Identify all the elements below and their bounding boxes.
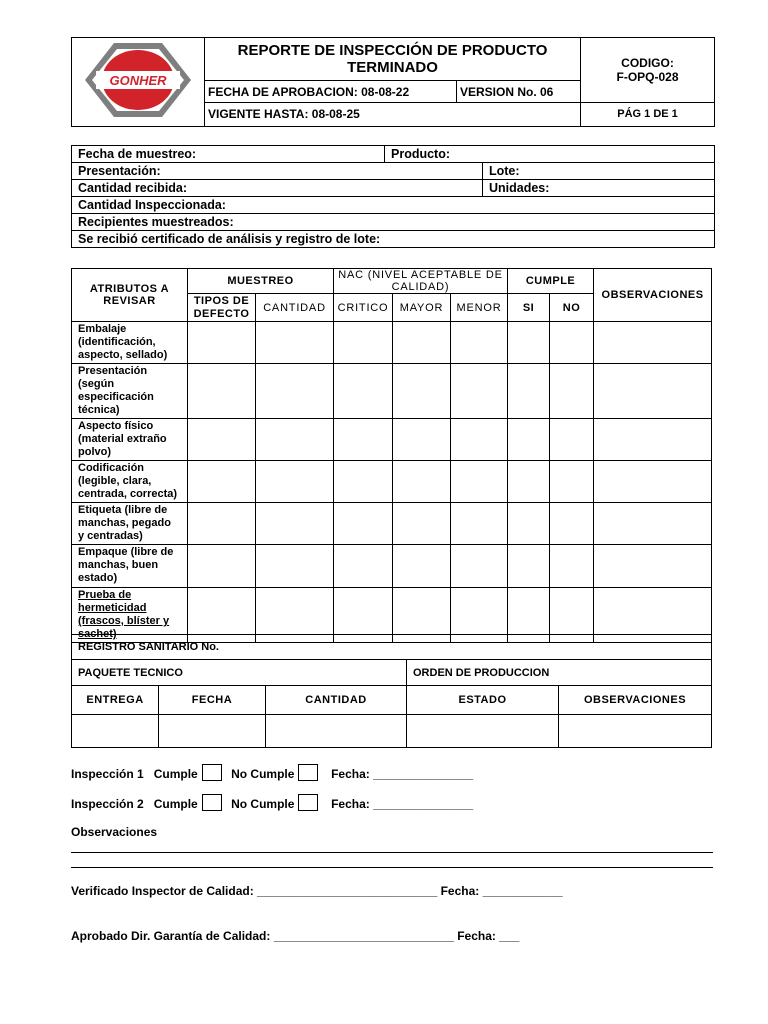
col-fecha: FECHA [159, 686, 266, 715]
attribute-input-cell[interactable] [256, 364, 334, 419]
logo-cell [72, 38, 205, 127]
observaciones-line-2[interactable] [71, 867, 713, 868]
inspeccion-2-cumple-checkbox[interactable] [202, 794, 222, 811]
attribute-label: Prueba de hermeticidad (frascos, blíster y sachet) [72, 588, 188, 643]
attribute-input-cell[interactable] [334, 503, 393, 545]
presentacion-field[interactable]: Presentación: [72, 163, 483, 180]
attribute-row [72, 545, 712, 588]
col-observaciones: OBSERVACIONES [594, 269, 712, 322]
observaciones-cell[interactable] [559, 715, 712, 748]
attribute-input-cell[interactable] [451, 545, 508, 588]
attribute-input-cell[interactable] [334, 461, 393, 503]
registro-sanitario-field[interactable]: REGISTRO SANITARIO No. [72, 635, 712, 660]
attribute-row [72, 503, 712, 545]
attribute-input-cell[interactable] [256, 461, 334, 503]
attribute-input-cell[interactable] [188, 419, 256, 461]
attribute-row [72, 364, 712, 419]
sample-info-table [71, 145, 715, 248]
fecha-muestreo-field[interactable]: Fecha de muestreo: [72, 146, 385, 163]
attribute-input-cell[interactable] [393, 461, 451, 503]
gonher-logo [82, 40, 194, 120]
attribute-input-cell[interactable] [188, 322, 256, 364]
attribute-label: Presentación (según especificación técnica) [72, 364, 188, 419]
attribute-input-cell[interactable] [393, 322, 451, 364]
col-observaciones-bottom: OBSERVACIONES [559, 686, 712, 715]
unidades-field[interactable]: Unidades: [483, 180, 715, 197]
attribute-input-cell[interactable] [393, 419, 451, 461]
col-muestreo: MUESTREO [188, 269, 334, 294]
col-entrega: ENTREGA [72, 686, 159, 715]
attribute-input-cell[interactable] [256, 503, 334, 545]
attribute-input-cell[interactable] [393, 503, 451, 545]
attribute-input-cell[interactable] [256, 419, 334, 461]
attribute-input-cell[interactable] [334, 419, 393, 461]
attribute-input-cell[interactable] [451, 419, 508, 461]
attribute-input-cell[interactable] [550, 503, 594, 545]
attribute-input-cell[interactable] [188, 461, 256, 503]
attribute-input-cell[interactable] [508, 322, 550, 364]
attribute-input-cell[interactable] [451, 322, 508, 364]
col-cumple: CUMPLE [508, 269, 594, 294]
attribute-input-cell[interactable] [451, 461, 508, 503]
attribute-label: Embalaje (identificación, aspecto, sellado) [72, 322, 188, 364]
attribute-input-cell[interactable] [550, 461, 594, 503]
sub-mayor: MAYOR [393, 294, 451, 322]
sub-tipos-defecto: TIPOS DE DEFECTO [188, 294, 256, 322]
aprobado-line[interactable]: Aprobado Dir. Garantía de Calidad: ___________________________ Fecha: ___ [71, 929, 520, 943]
attribute-input-cell[interactable] [188, 503, 256, 545]
attribute-input-cell[interactable] [451, 364, 508, 419]
attribute-input-cell[interactable] [256, 322, 334, 364]
cantidad-cell[interactable] [266, 715, 407, 748]
attribute-label: Codificación (legible, clara, centrada, correcta) [72, 461, 188, 503]
attribute-input-cell[interactable] [508, 503, 550, 545]
observaciones-line-1[interactable] [71, 852, 713, 853]
attribute-input-cell[interactable] [508, 419, 550, 461]
logo-text: GONHER [109, 72, 167, 88]
certificado-field[interactable]: Se recibió certificado de análisis y registro de lote: [72, 231, 715, 248]
recipientes-field[interactable]: Recipientes muestreados: [72, 214, 715, 231]
cantidad-inspeccionada-field[interactable]: Cantidad Inspeccionada: [72, 197, 715, 214]
attribute-input-cell[interactable] [188, 545, 256, 588]
fecha-cell[interactable] [159, 715, 266, 748]
attribute-input-cell[interactable] [334, 322, 393, 364]
observaciones-label: Observaciones [71, 825, 158, 839]
orden-produccion-field[interactable]: ORDEN DE PRODUCCION [407, 660, 712, 686]
attribute-input-cell[interactable] [393, 545, 451, 588]
attribute-input-cell[interactable] [188, 364, 256, 419]
code-cell: CODIGO: F-OPQ-028 [581, 38, 715, 103]
attribute-input-cell[interactable] [508, 461, 550, 503]
entrega-cell[interactable] [72, 715, 159, 748]
col-nac: NAC (NIVEL ACEPTABLE DE CALIDAD) [334, 269, 508, 294]
cantidad-recibida-field[interactable]: Cantidad recibida: [72, 180, 483, 197]
attribute-input-cell[interactable] [594, 364, 712, 419]
attribute-row [72, 461, 712, 503]
inspeccion-1-cumple-checkbox[interactable] [202, 764, 222, 781]
attribute-row [72, 419, 712, 461]
lote-field[interactable]: Lote: [483, 163, 715, 180]
sub-si: SI [508, 294, 550, 322]
attribute-input-cell[interactable] [256, 545, 334, 588]
col-atributos: ATRIBUTOS A REVISAR [72, 269, 188, 322]
attribute-input-cell[interactable] [594, 545, 712, 588]
attribute-input-cell[interactable] [334, 364, 393, 419]
producto-field[interactable]: Producto: [385, 146, 715, 163]
attribute-input-cell[interactable] [334, 545, 393, 588]
attribute-input-cell[interactable] [508, 545, 550, 588]
sub-critico: CRITICO [334, 294, 393, 322]
attribute-input-cell[interactable] [451, 503, 508, 545]
inspeccion-1-line: Inspección 1 Cumple No Cumple Fecha: _______________ [71, 764, 473, 781]
production-table [71, 634, 712, 748]
attribute-input-cell[interactable] [550, 322, 594, 364]
attribute-input-cell[interactable] [594, 461, 712, 503]
attribute-input-cell[interactable] [594, 322, 712, 364]
sub-no: NO [550, 294, 594, 322]
attribute-input-cell[interactable] [508, 364, 550, 419]
col-cantidad: CANTIDAD [266, 686, 407, 715]
sub-menor: MENOR [451, 294, 508, 322]
document-header [71, 37, 715, 127]
estado-cell[interactable] [407, 715, 559, 748]
inspeccion-1-no-cumple-checkbox[interactable] [298, 764, 318, 781]
attribute-row [72, 322, 712, 364]
attribute-label: Aspecto físico (material extraño polvo) [72, 419, 188, 461]
inspeccion-2-line: Inspección 2 Cumple No Cumple Fecha: _______________ [71, 794, 473, 811]
attribute-input-cell[interactable] [550, 364, 594, 419]
report-title: REPORTE DE INSPECCIÓN DE PRODUCTO TERMINADO [205, 38, 581, 81]
col-estado: ESTADO [407, 686, 559, 715]
version: VERSION No. 06 [457, 81, 581, 102]
attribute-input-cell[interactable] [550, 419, 594, 461]
inspeccion-2-no-cumple-checkbox[interactable] [298, 794, 318, 811]
attributes-table [71, 268, 712, 643]
sub-cantidad: CANTIDAD [256, 294, 334, 322]
valid-until: VIGENTE HASTA: 08-08-25 [205, 102, 581, 126]
attribute-input-cell[interactable] [393, 364, 451, 419]
attribute-label: Etiqueta (libre de manchas, pegado y centradas) [72, 503, 188, 545]
attribute-input-cell[interactable] [550, 545, 594, 588]
paquete-tecnico-field[interactable]: PAQUETE TECNICO [72, 660, 407, 686]
verificado-line[interactable]: Verificado Inspector de Calidad: ___________________________ Fecha: ____________ [71, 884, 563, 898]
attribute-input-cell[interactable] [594, 419, 712, 461]
attribute-input-cell[interactable] [594, 503, 712, 545]
attribute-label: Empaque (libre de manchas, buen estado) [72, 545, 188, 588]
page-number: PÁG 1 DE 1 [581, 102, 715, 126]
approval-date: FECHA DE APROBACION: 08-08-22 [205, 81, 457, 102]
